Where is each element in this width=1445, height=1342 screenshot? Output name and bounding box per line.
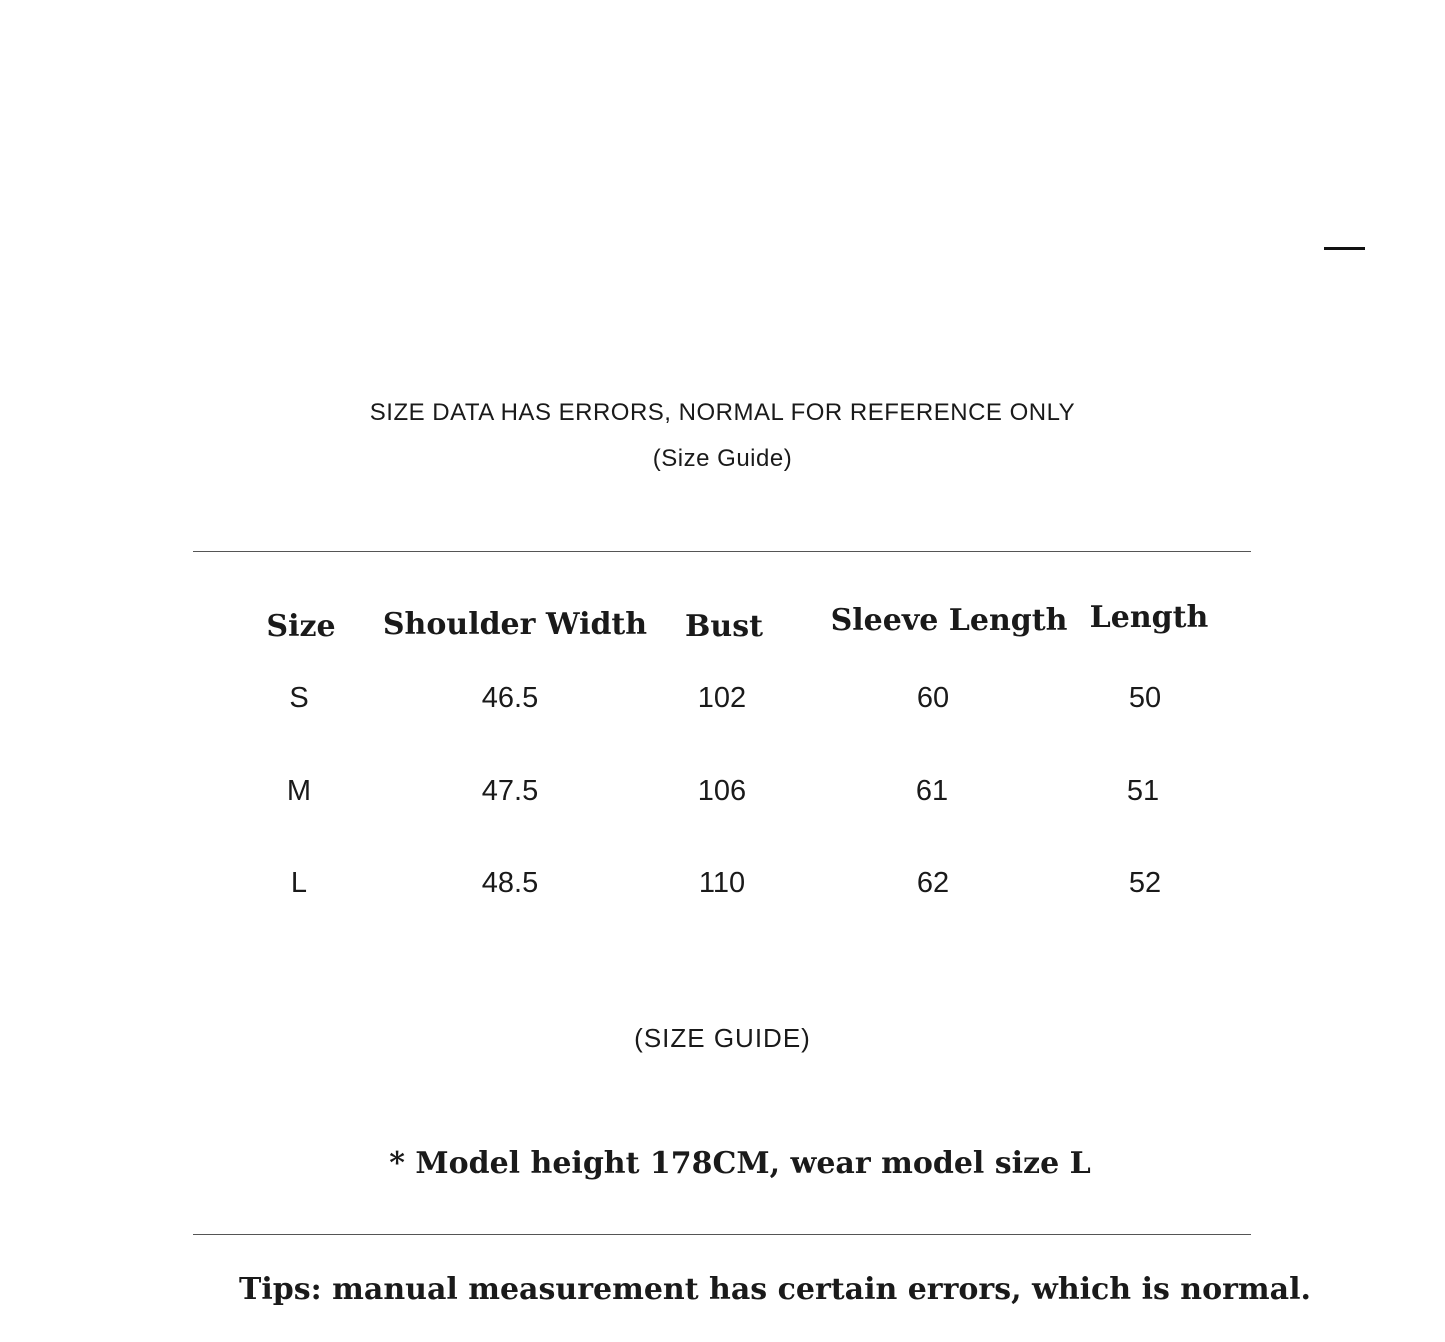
dash-mark [1324, 247, 1365, 250]
cell-length: 52 [1128, 867, 1162, 899]
cell-shoulder-width: 46.5 [481, 682, 539, 714]
cell-sleeve-length: 62 [916, 867, 950, 899]
measurement-tips: Tips: manual measurement has certain errors, which is normal. [239, 1272, 1311, 1307]
header-sleeve-length: Sleeve Length [830, 603, 1068, 638]
header-size: Size [266, 609, 336, 644]
cell-size: M [286, 775, 312, 807]
cell-length: 50 [1128, 682, 1162, 714]
cell-shoulder-width: 47.5 [481, 775, 539, 807]
header-bust: Bust [685, 609, 763, 644]
cell-bust: 110 [698, 867, 746, 899]
cell-sleeve-length: 60 [916, 682, 950, 714]
cell-bust: 106 [697, 775, 747, 807]
cell-shoulder-width: 48.5 [481, 867, 539, 899]
bottom-divider [193, 1234, 1251, 1235]
cell-size: L [290, 867, 308, 899]
size-guide-footer: (SIZE GUIDE) [634, 1023, 811, 1053]
cell-size: S [289, 682, 309, 714]
cell-bust: 102 [697, 682, 747, 714]
cell-sleeve-length: 61 [915, 775, 949, 807]
cell-length: 51 [1126, 775, 1160, 807]
header-shoulder-width: Shoulder Width [382, 607, 648, 642]
top-divider [193, 551, 1251, 552]
reference-notice: SIZE DATA HAS ERRORS, NORMAL FOR REFERENCE ONLY [369, 399, 1076, 426]
model-height-note: * Model height 178CM, wear model size L [389, 1146, 1091, 1181]
header-length: Length [1089, 600, 1209, 635]
size-guide-subtitle: (Size Guide) [652, 445, 793, 472]
